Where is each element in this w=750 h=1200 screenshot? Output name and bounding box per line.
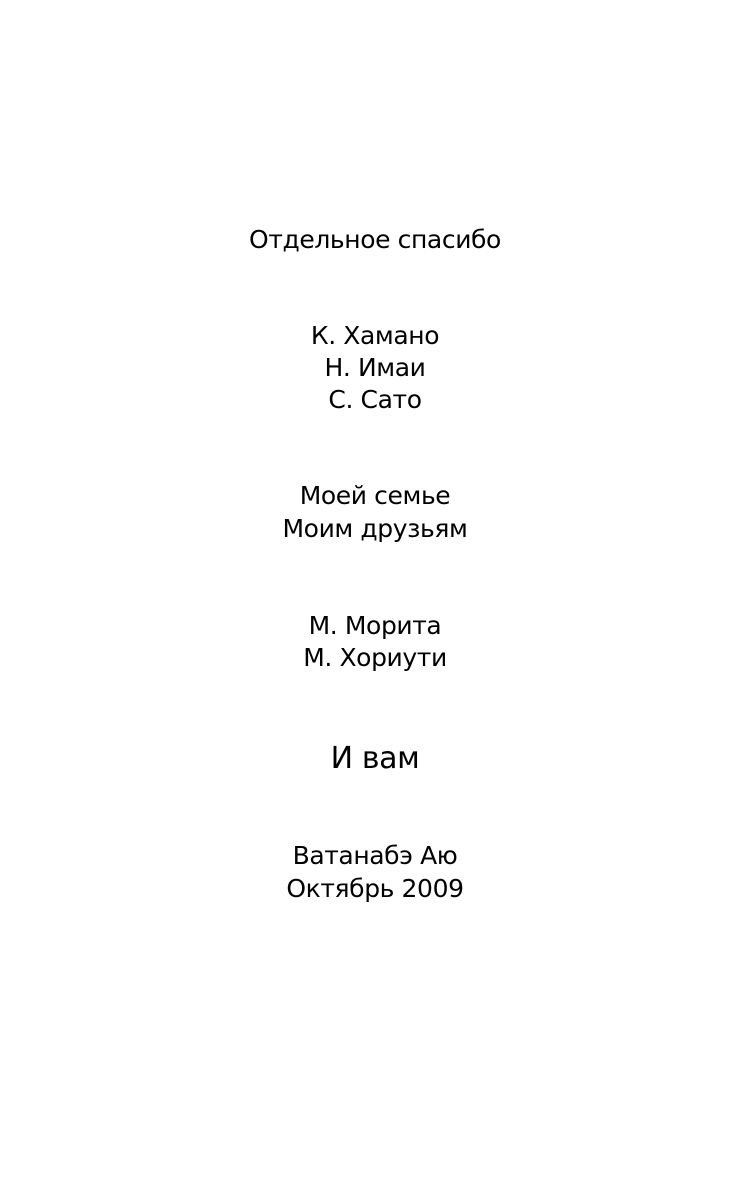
- dedication-line: Моим друзьям: [282, 514, 468, 543]
- signature-date: Октябрь 2009: [286, 874, 464, 903]
- thanks-name: С. Сато: [328, 385, 422, 414]
- closing-line: И вам: [330, 741, 420, 776]
- dedication-line: Моей семье: [299, 481, 451, 510]
- page-title: Отдельное спасибо: [249, 225, 501, 254]
- signature-author: Ватанабэ Аю: [292, 841, 458, 870]
- thanks-name: Н. Имаи: [324, 353, 426, 382]
- thanks-name: М. Хориути: [303, 643, 447, 672]
- thanks-name: М. Морита: [308, 611, 442, 640]
- thanks-name: К. Хамано: [310, 321, 440, 350]
